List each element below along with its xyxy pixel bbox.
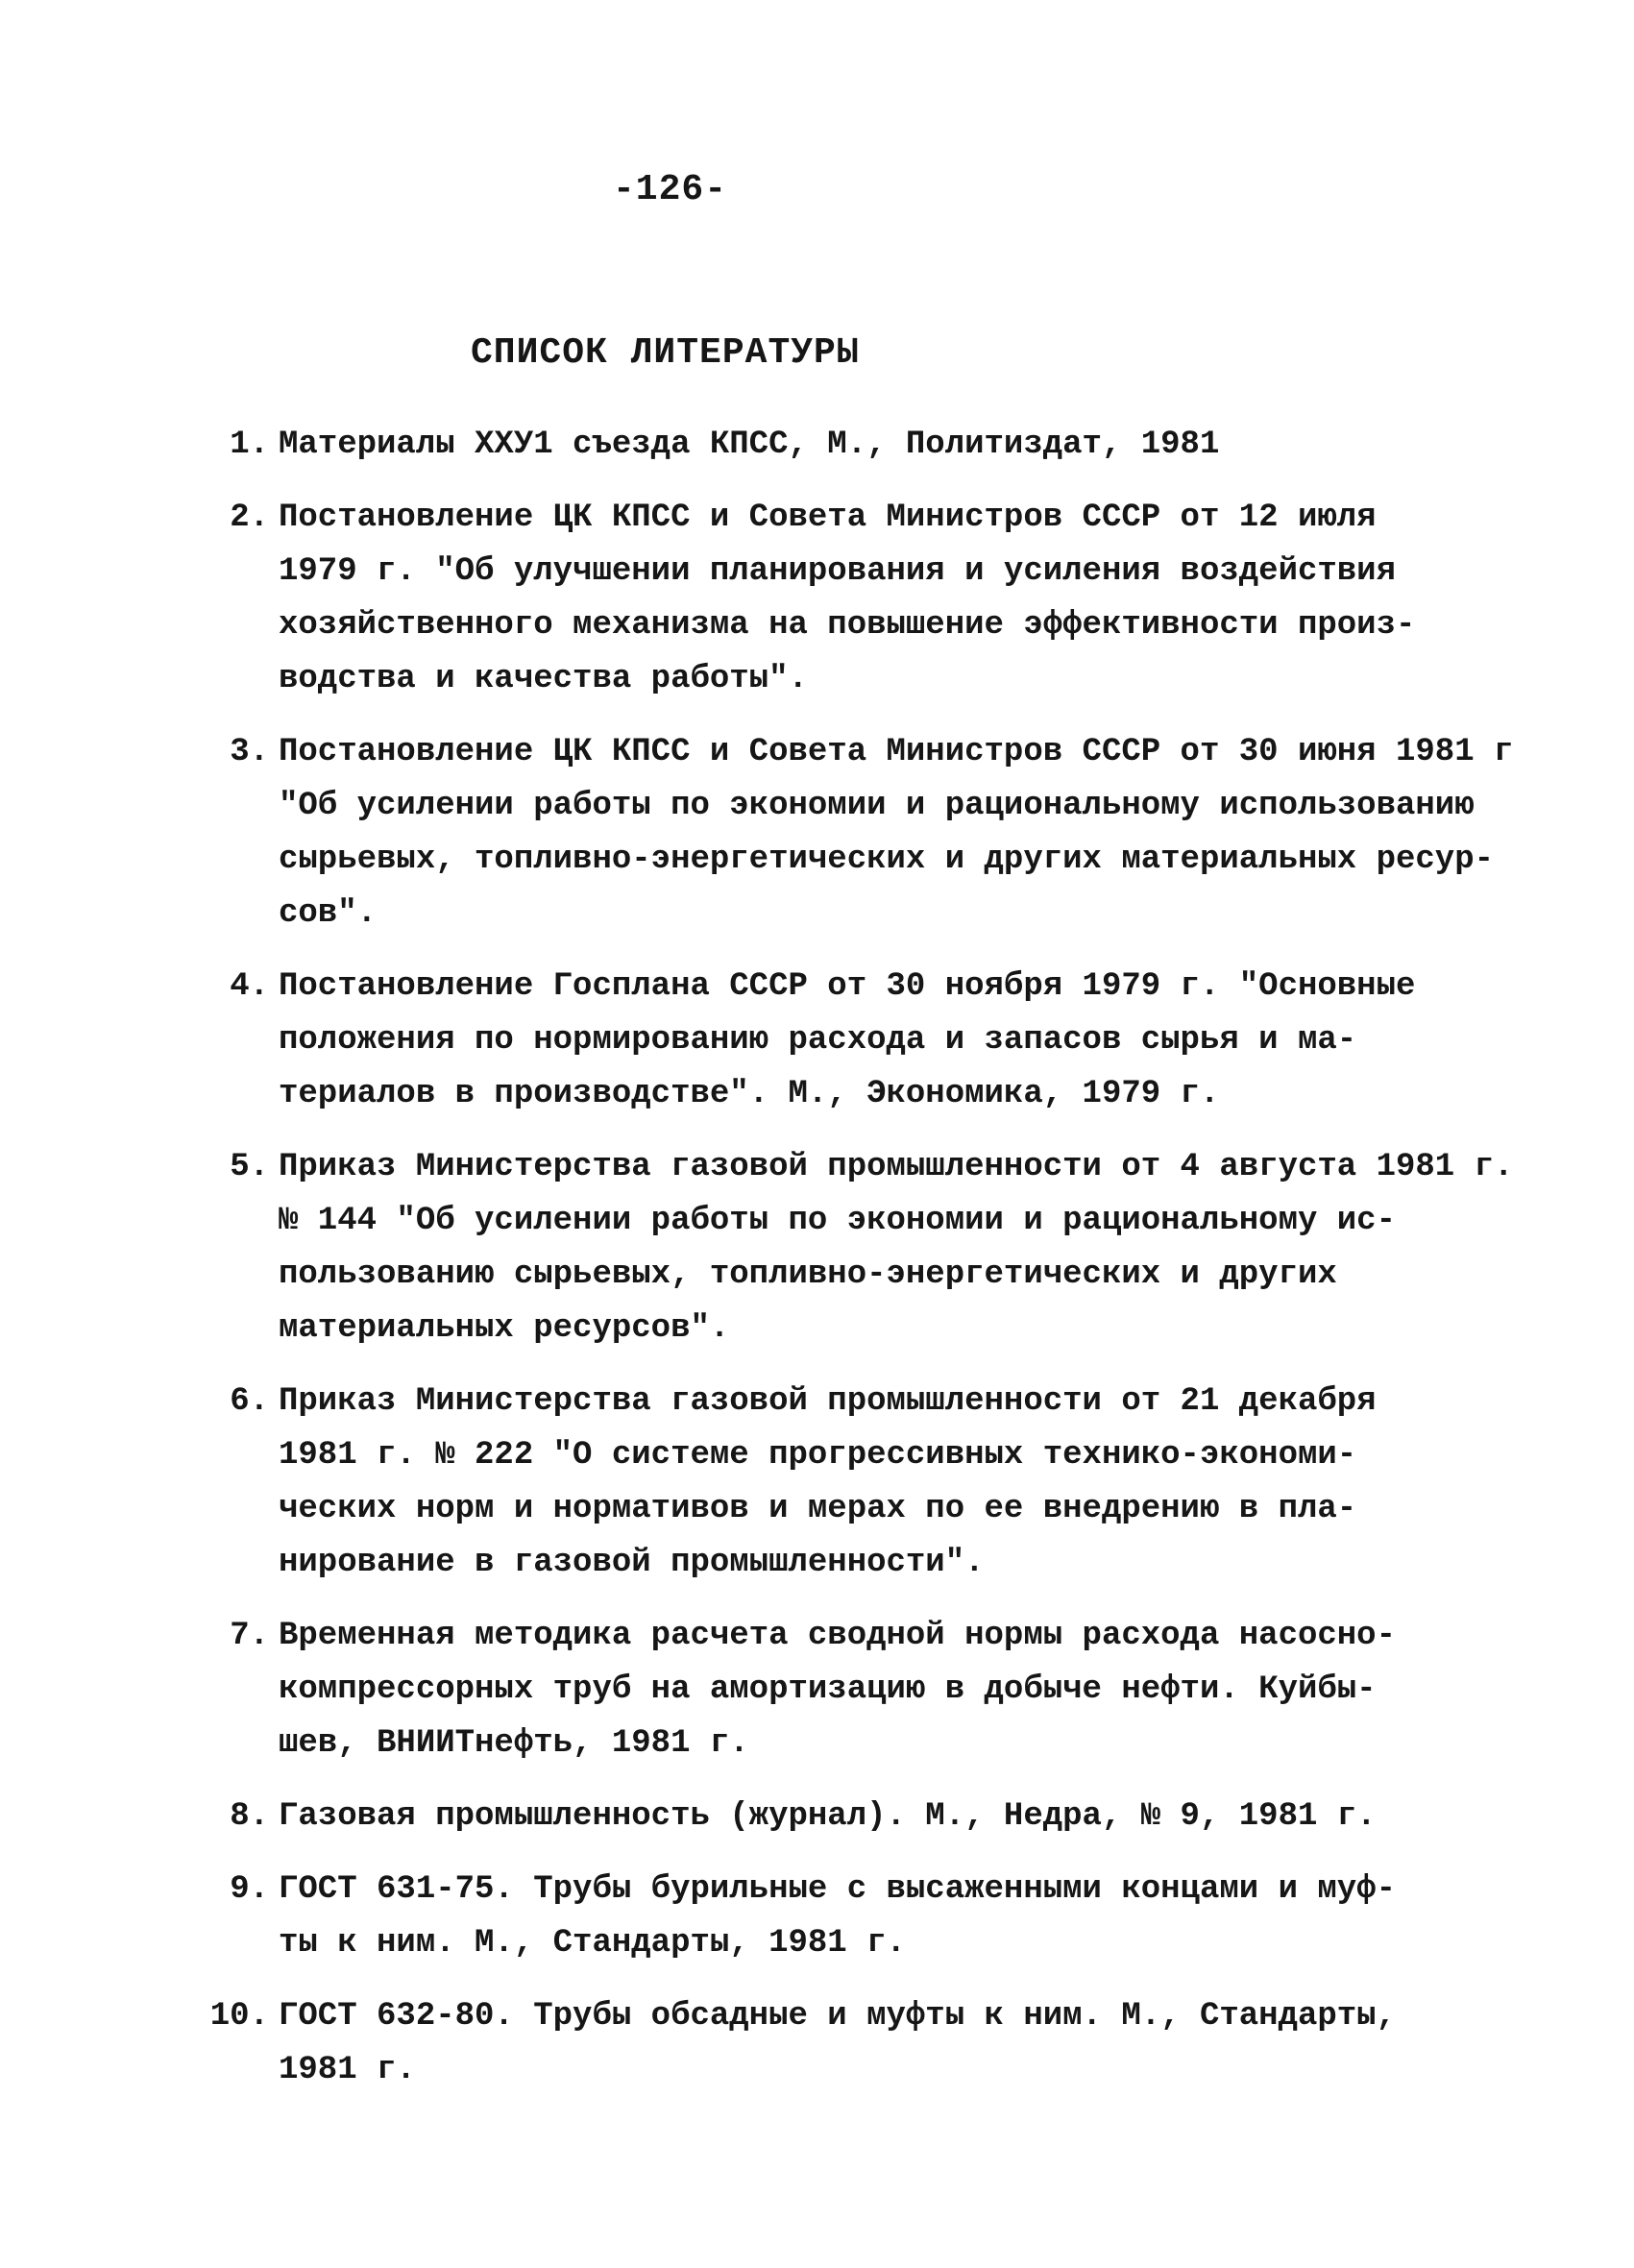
reference-line: Материалы XXУ1 съезда КПСС, М., Политиздат, 1981 [279,427,1220,463]
reference-line: компрессорных труб на амортизацию в добыче нефти. Куйбы- [279,1671,1377,1708]
reference-line: водства и качества работы". [279,661,808,697]
reference-line: Постановление ЦК КПСС и Совета Министров СССР от 30 июня 1981 г [279,734,1514,770]
reference-line: 1981 г. № 222 "О системе прогрессивных технико-экономи- [279,1437,1357,1474]
reference-line: ГОСТ 632-80. Трубы обсадные и муфты к ним. М., Стандарты, [279,1998,1396,2035]
reference-line: пользованию сырьевых, топливно-энергетических и других [279,1256,1337,1293]
reference-number: 10. [209,1998,269,2035]
reference-number: 4. [230,968,269,1005]
reference-text [279,1375,1451,1590]
reference-line: Приказ Министерства газовой промышленности от 21 декабря [279,1383,1377,1420]
reference-number: 9. [230,1871,269,1908]
reference-line: ты к ним. М., Стандарты, 1981 г. [279,1925,906,1962]
reference-item [202,491,1451,706]
reference-line: сырьевых, топливно-энергетических и других материальных ресур- [279,841,1495,878]
reference-line: положения по нормированию расхода и запасов сырья и ма- [279,1022,1357,1059]
reference-item [202,960,1451,1121]
reference-item [202,418,1451,472]
reference-line: хозяйственного механизма на повышение эффективности произ- [279,607,1416,644]
reference-line: сов". [279,895,378,932]
reference-text [279,960,1451,1121]
page-title: СПИСОК ЛИТЕРАТУРЫ [471,332,860,374]
reference-number: 2. [230,500,269,536]
reference-item [202,1375,1451,1590]
reference-number: 5. [230,1149,269,1185]
reference-text [279,725,1514,940]
reference-line: нирование в газовой промышленности". [279,1545,985,1581]
reference-item [202,1790,1451,1843]
reference-number: 8. [230,1798,269,1835]
reference-number: 7. [230,1618,269,1654]
reference-line: Временная методика расчета сводной нормы расхода насосно- [279,1618,1396,1654]
reference-text [279,1790,1451,1843]
reference-list [202,418,1514,2116]
reference-line: териалов в производстве". М., Экономика, 1979 г. [279,1076,1220,1112]
reference-number: 6. [230,1383,269,1420]
reference-text [279,1609,1451,1770]
reference-text [279,1989,1451,2097]
reference-item [202,1140,1514,1355]
reference-line: Постановление Госплана СССР от 30 ноября 1979 г. "Основные [279,968,1416,1005]
reference-line: № 144 "Об усилении работы по экономии и рациональному ис- [279,1203,1396,1239]
reference-number: 3. [230,734,269,770]
reference-item [202,1609,1451,1770]
reference-text [279,491,1451,706]
reference-line: ГОСТ 631-75. Трубы бурильные с высаженными концами и муф- [279,1871,1396,1908]
reference-line: "Об усилении работы по экономии и рациональному использованию [279,788,1475,824]
reference-text [279,418,1451,472]
reference-line: Приказ Министерства газовой промышленности от 4 августа 1981 г. [279,1149,1514,1185]
reference-line: 1979 г. "Об улучшении планирования и усиления воздействия [279,553,1396,590]
reference-line: Газовая промышленность (журнал). М., Недра, № 9, 1981 г. [279,1798,1377,1835]
reference-line: Постановление ЦК КПСС и Совета Министров СССР от 12 июля [279,500,1377,536]
reference-item [202,1989,1451,2097]
reference-line: ческих норм и нормативов и мерах по ее внедрению в пла- [279,1491,1357,1527]
reference-line: материальных ресурсов". [279,1310,730,1347]
reference-item [202,1863,1451,1970]
reference-line: шев, ВНИИТнефть, 1981 г. [279,1725,749,1762]
reference-item [202,725,1514,940]
page-number: -126- [613,169,728,210]
reference-line: 1981 г. [279,2052,416,2088]
reference-text [279,1140,1514,1355]
reference-number: 1. [230,427,269,463]
reference-text [279,1863,1451,1970]
